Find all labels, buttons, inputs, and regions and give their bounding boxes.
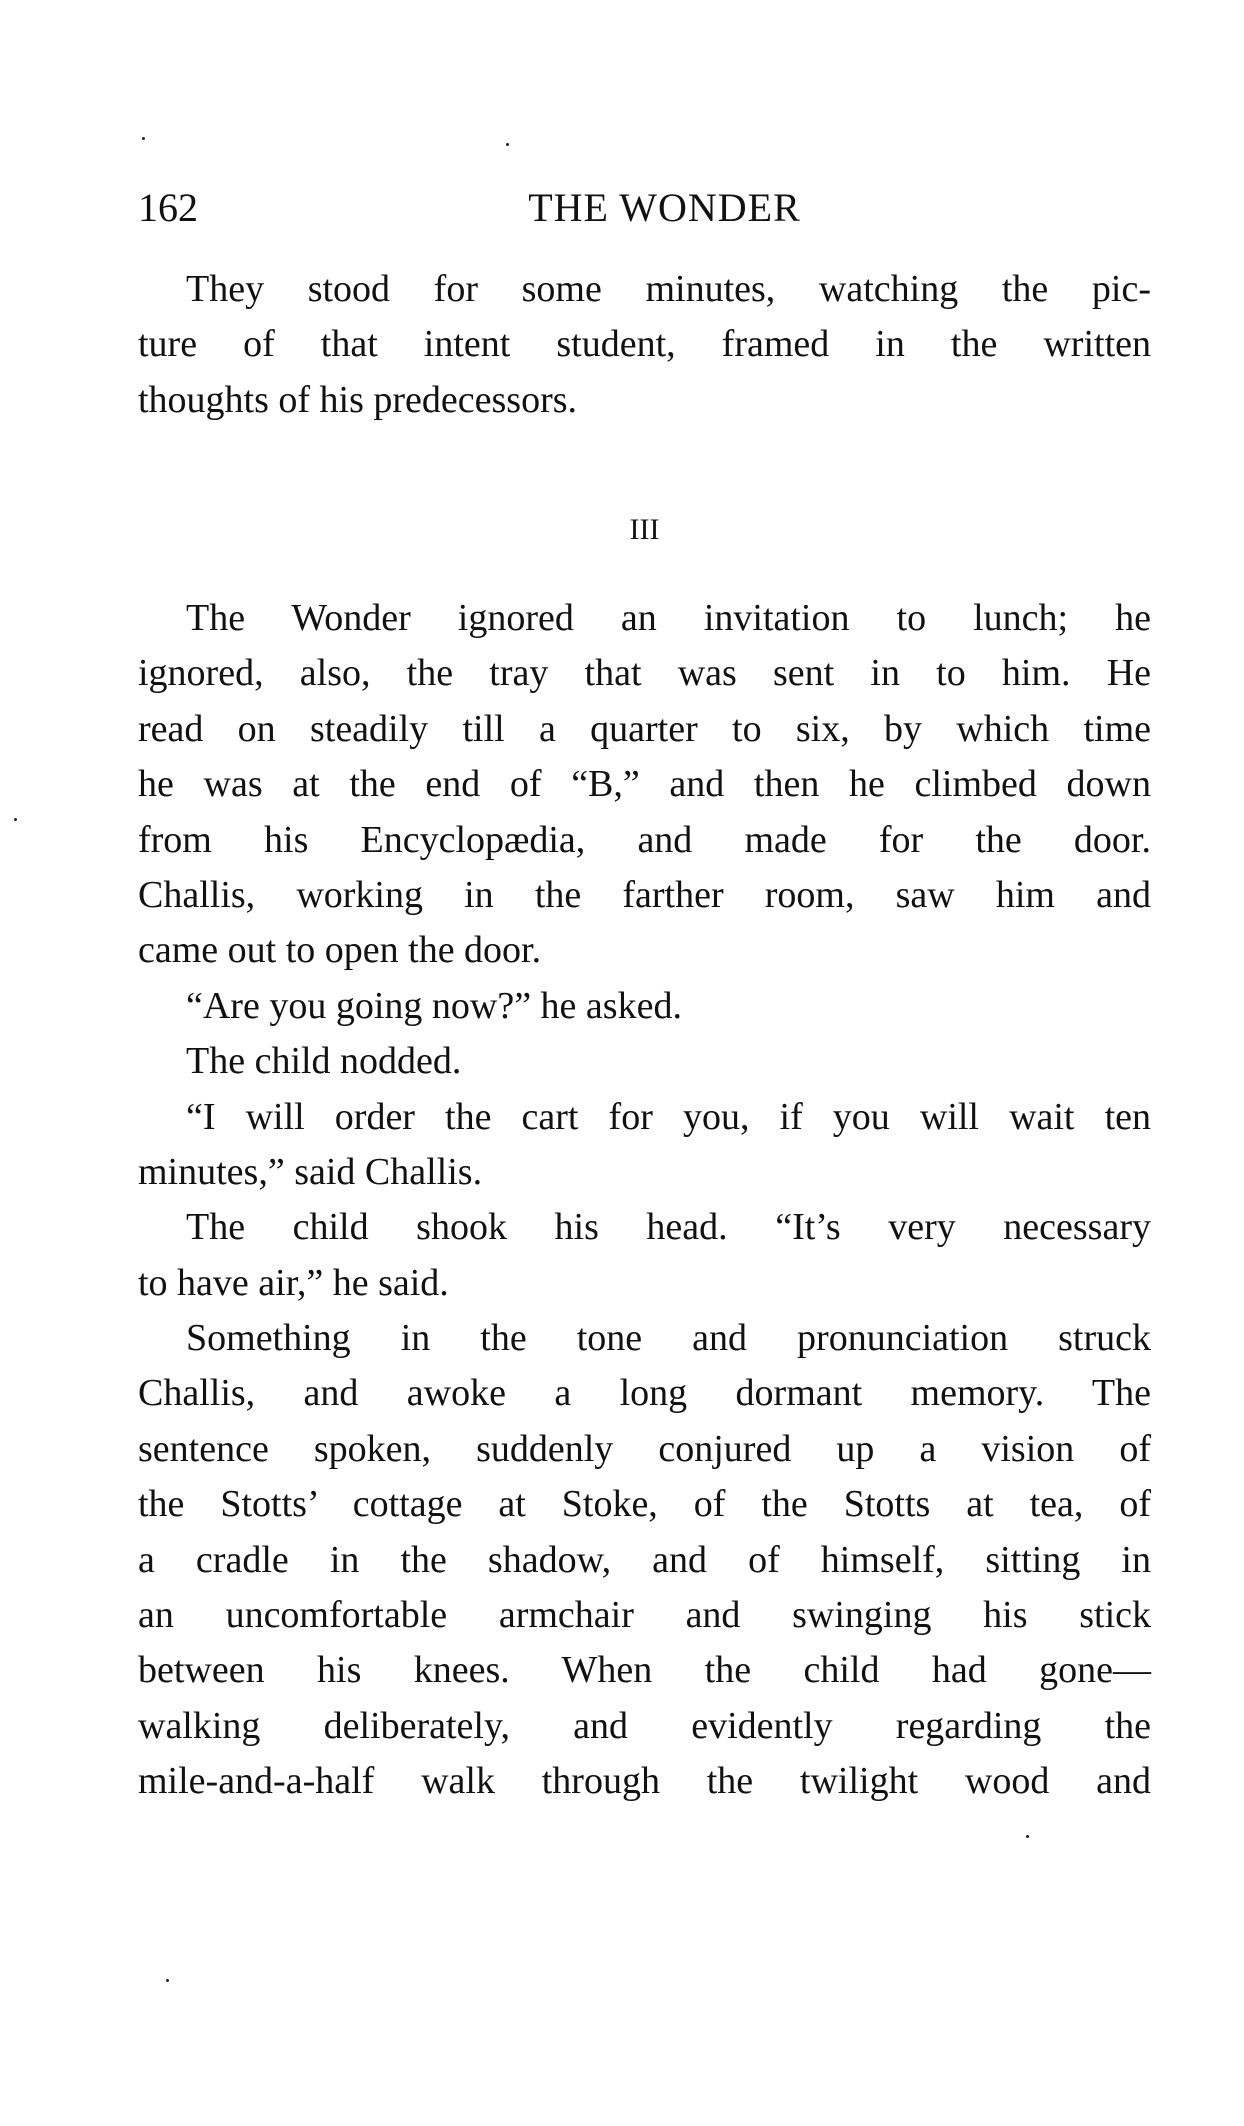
scan-speck [14,818,17,821]
text-line: “I will order the cart for you, if you will wait ten [186,1095,1151,1138]
text-line: read on steadily till a quarter to six, by which time [138,707,1151,750]
scan-speck [1026,1835,1029,1838]
section-heading: III [629,513,660,546]
text-line: Challis, working in the farther room, saw him and [138,873,1151,916]
text-line: The Wonder ignored an invitation to lunch; he [186,597,1151,639]
text-line: mile-and-a-half walk through the twilight wood and [138,1760,1151,1803]
text-line: to have air,” he said. [138,1261,449,1304]
running-title: THE WONDER [528,185,801,230]
scan-speck [506,143,509,146]
page-number: 162 [138,185,198,230]
text-line: sentence spoken, suddenly conjured up a vision of [138,1427,1151,1470]
text-block-section [138,591,1151,1810]
text-line: They stood for some minutes, watching the pic- [186,268,1151,310]
text-line: ture of that intent student, framed in the written [138,323,1151,366]
text-line: an uncomfortable armchair and swinging his stick [138,1594,1151,1637]
text-line: came out to open the door. [138,929,542,972]
text-line: a cradle in the shadow, and of himself, sitting in [138,1538,1151,1581]
text-line: Something in the tone and pronunciation struck [186,1317,1151,1360]
scan-speck [142,137,145,140]
running-header [138,180,1151,235]
text-line: The child nodded. [186,1040,462,1083]
text-block-continuation [138,262,1151,428]
text-line: between his knees. When the child had gone— [138,1649,1151,1692]
text-line: from his Encyclopædia, and made for the door. [138,818,1151,861]
text-line: walking deliberately, and evidently regarding the [138,1704,1151,1747]
text-line: minutes,” said Challis. [138,1150,483,1193]
text-line: Challis, and awoke a long dormant memory. The [138,1372,1151,1415]
scan-speck [166,1979,169,1982]
text-line: “Are you going now?” he asked. [186,984,682,1027]
text-line: the Stotts’ cottage at Stoke, of the Stotts at tea, of [138,1483,1151,1526]
text-line: he was at the end of “B,” and then he climbed down [138,763,1151,806]
text-line: thoughts of his predecessors. [138,378,578,421]
text-line: The child shook his head. “It’s very necessary [186,1206,1151,1249]
text-line: ignored, also, the tray that was sent in to him. He [138,652,1151,695]
